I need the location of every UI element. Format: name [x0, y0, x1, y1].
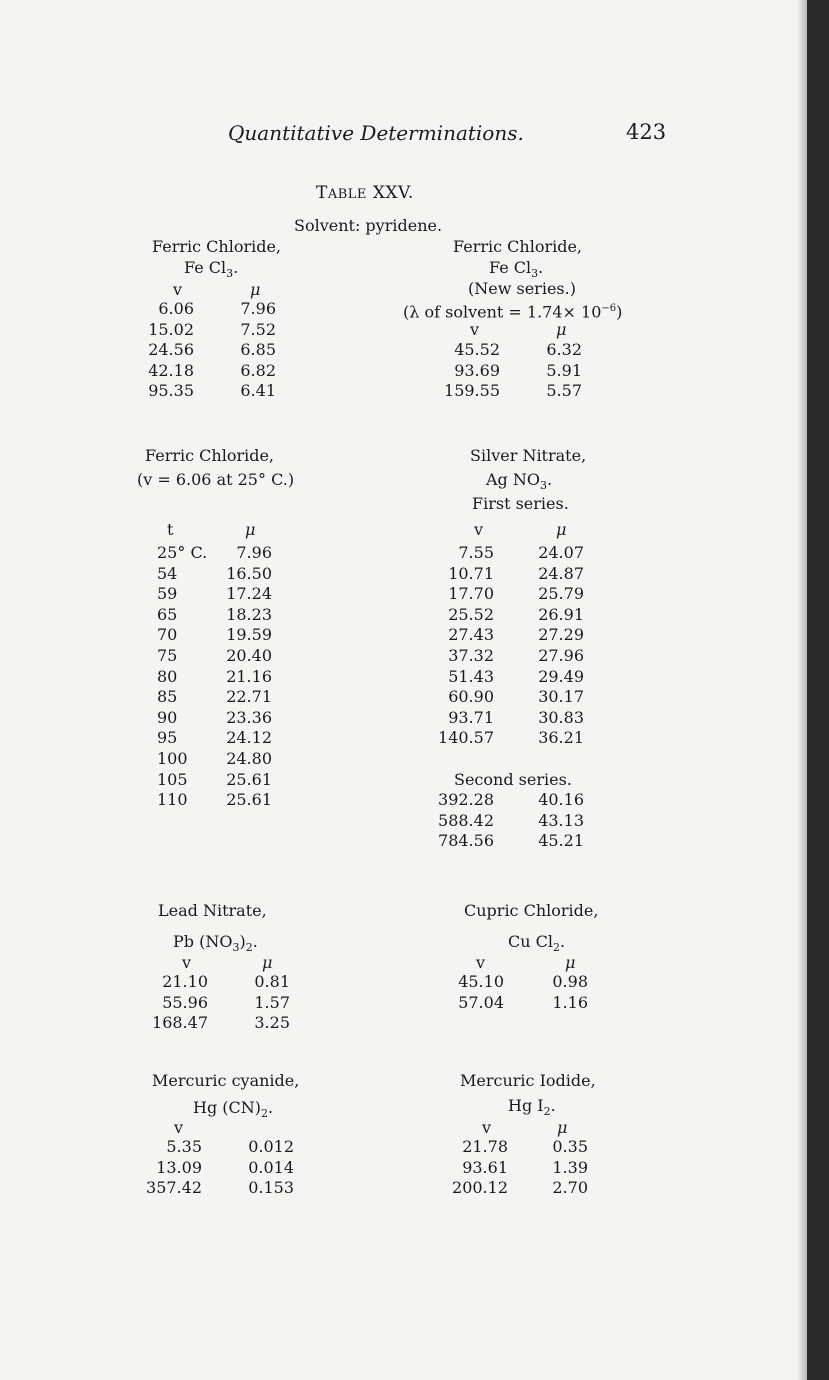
running-title: Quantitative Determinations. [228, 121, 524, 145]
fecl3-temp-col-t: t [167, 520, 174, 539]
table-cell: 37.32 [448, 646, 494, 665]
table-cell: 27.29 [538, 625, 584, 645]
cupric-chloride-formula: Cu $Cl_2$. [508, 932, 566, 955]
table-cell: 25.61 [226, 769, 272, 789]
silver-nitrate-series1: First series. [472, 494, 569, 513]
table-cell: 25.52 [448, 604, 494, 624]
table-cell: 1.16 [552, 992, 588, 1012]
fecl3-b-col-v: v [470, 320, 480, 339]
table-cell: 36.21 [538, 728, 584, 748]
table-cell: 23.36 [226, 707, 272, 727]
mercuric-cyanide-col-v: v [174, 1118, 184, 1137]
table-cell: 30.83 [538, 707, 584, 727]
silver-nitrate-formula: Ag $NO_3$. [486, 470, 553, 493]
table-cell: 21.78 [462, 1137, 508, 1156]
fecl3-temp-subtitle: (v = 6.06 at 25° C.) [137, 470, 295, 489]
table-cell: 140.57 [438, 728, 494, 748]
table-cell: 19.59 [226, 625, 272, 645]
fecl3-a-col-mu: μ [250, 280, 261, 299]
fecl3-temp-title: Ferric Chloride, [145, 446, 275, 465]
cupric-chloride-col-mu: μ [565, 953, 576, 972]
fecl3-a-col-v: v [173, 280, 183, 299]
table-cell: 16.50 [226, 563, 272, 583]
table-cell: 21.16 [226, 666, 272, 686]
table-cell: 1.57 [254, 992, 290, 1012]
silver-nitrate-col-mu: μ [556, 520, 567, 539]
table-cell: 93.71 [448, 707, 494, 727]
table-cell: 5.91 [546, 360, 582, 380]
mercuric-iodide-col-mu: μ [557, 1118, 568, 1137]
lead-nitrate-title: Lead Nitrate, [158, 901, 267, 920]
fecl3-b-formula: Fe $Cl_3$. [489, 258, 544, 281]
table-cell: 5.35 [166, 1137, 202, 1156]
table-cell: 75 [157, 646, 178, 665]
table-cell: 17.24 [226, 584, 272, 604]
table-cell: 0.98 [552, 972, 588, 991]
table-cell: 59 [157, 584, 178, 604]
cupric-chloride-title: Cupric Chloride, [464, 901, 599, 920]
table-cell: 60.90 [448, 687, 494, 707]
table-cell: 5.57 [546, 381, 582, 400]
table-cell: 6.41 [240, 381, 276, 400]
table-cell: 24.80 [226, 749, 272, 768]
table-cell: 24.12 [226, 728, 272, 748]
table-cell: 45.52 [454, 340, 500, 359]
silver-nitrate-col-v: v [474, 520, 484, 539]
table-cell: 95 [157, 728, 178, 748]
table-cell: 0.153 [248, 1178, 294, 1197]
table-cell: 1.39 [552, 1157, 588, 1177]
table-cell: 200.12 [452, 1178, 508, 1197]
table-cell: 357.42 [146, 1178, 202, 1197]
table-cell: 0.012 [248, 1137, 294, 1156]
fecl3-a-formula: Fe $Cl_3$. [184, 258, 239, 281]
silver-nitrate-series2: Second series. [454, 770, 572, 789]
fecl3-b-series: (New series.) [468, 279, 576, 298]
table-cell: 90 [157, 707, 178, 727]
table-cell: 54 [157, 563, 178, 583]
table-cell: 17.70 [448, 584, 494, 604]
table-cell: 0.81 [254, 972, 290, 991]
table-cell: 10.71 [448, 563, 494, 583]
table-cell: 6.85 [240, 340, 276, 359]
table-cell: 93.61 [462, 1157, 508, 1177]
table-cell: 93.69 [454, 360, 500, 380]
table-cell: 100 [157, 749, 188, 768]
scan-dark-edge [807, 0, 829, 1380]
table-cell: 2.70 [552, 1178, 588, 1197]
fecl3-a-title: Ferric Chloride, [152, 237, 282, 256]
table-cell: 588.42 [438, 810, 494, 830]
table-cell: 30.17 [538, 687, 584, 707]
table-cell: 3.25 [254, 1013, 290, 1032]
table-cell: 65 [157, 604, 178, 624]
table-cell: 51.43 [448, 666, 494, 686]
table-cell: 13.09 [156, 1157, 202, 1177]
table-title: TABLE XXV. [316, 183, 414, 203]
mercuric-cyanide-formula: Hg $(CN)_2$. [193, 1098, 274, 1121]
mercuric-iodide-col-v: v [482, 1118, 492, 1137]
table-cell: 27.96 [538, 646, 584, 665]
table-cell: 21.10 [162, 972, 208, 991]
fecl3-b-note: (λ of solvent = $1.74\times 10^{-6}$) [403, 302, 623, 322]
table-cell: 784.56 [438, 831, 494, 851]
table-cell: 45.21 [538, 831, 584, 851]
table-cell: 24.87 [538, 563, 584, 583]
mercuric-iodide-formula: Hg $I_2$. [508, 1096, 556, 1119]
page-number: 423 [626, 120, 667, 144]
mercuric-iodide-title: Mercuric Iodide, [460, 1071, 596, 1090]
table-cell: 42.18 [148, 360, 194, 380]
mercuric-cyanide-title: Mercuric cyanide, [152, 1071, 300, 1090]
table-cell: 29.49 [538, 666, 584, 686]
table-cell: 55.96 [162, 992, 208, 1012]
silver-nitrate-title: Silver Nitrate, [470, 446, 587, 465]
lead-nitrate-col-mu: μ [262, 953, 273, 972]
table-cell: 24.07 [538, 543, 584, 562]
table-cell: 7.96 [236, 543, 272, 562]
table-cell: 6.32 [546, 340, 582, 359]
table-cell: 24.56 [148, 340, 194, 359]
table-cell: 25° C. [157, 543, 208, 562]
table-cell: 27.43 [448, 625, 494, 645]
table-cell: 168.47 [152, 1013, 208, 1032]
fecl3-b-title: Ferric Chloride, [453, 237, 583, 256]
solvent-line: Solvent: pyridene. [294, 216, 443, 235]
table-cell: 95.35 [148, 381, 194, 400]
fecl3-temp-col-mu: μ [245, 520, 256, 539]
table-cell: 7.55 [458, 543, 494, 562]
table-cell: 20.40 [226, 646, 272, 665]
table-cell: 80 [157, 666, 178, 686]
table-cell: 7.52 [240, 319, 276, 339]
table-cell: 26.91 [538, 604, 584, 624]
table-cell: 6.82 [240, 360, 276, 380]
table-cell: 43.13 [538, 810, 584, 830]
table-cell: 105 [157, 769, 188, 789]
table-cell: 7.96 [240, 299, 276, 318]
table-cell: 0.35 [552, 1137, 588, 1156]
table-cell: 25.61 [226, 790, 272, 810]
cupric-chloride-col-v: v [476, 953, 486, 972]
lead-nitrate-col-v: v [182, 953, 192, 972]
table-cell: 110 [157, 790, 188, 810]
table-cell: 57.04 [458, 992, 504, 1012]
table-cell: 0.014 [248, 1157, 294, 1177]
table-cell: 15.02 [148, 319, 194, 339]
table-cell: 45.10 [458, 972, 504, 991]
table-cell: 18.23 [226, 604, 272, 624]
lead-nitrate-formula: Pb $(NO_3)_2$. [173, 932, 258, 955]
table-cell: 70 [157, 625, 178, 645]
table-cell: 25.79 [538, 584, 584, 604]
table-cell: 22.71 [226, 687, 272, 707]
table-cell: 159.55 [444, 381, 500, 400]
table-cell: 85 [157, 687, 178, 707]
table-cell: 392.28 [438, 790, 494, 809]
table-cell: 6.06 [158, 299, 194, 318]
fecl3-b-col-mu: μ [556, 320, 567, 339]
table-cell: 40.16 [538, 790, 584, 809]
